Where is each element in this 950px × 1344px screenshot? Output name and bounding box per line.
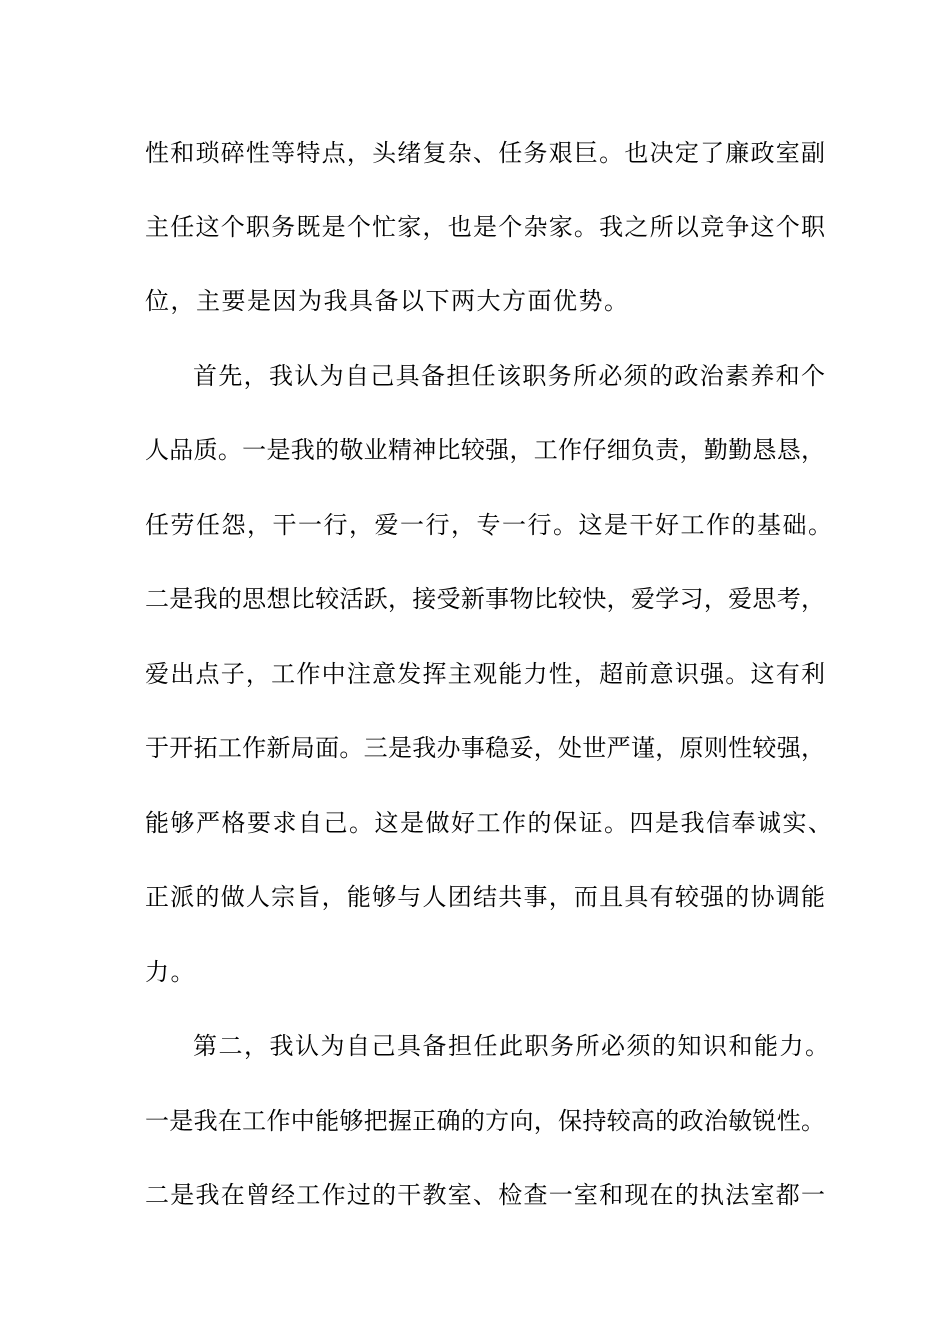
text-line: 主任这个职务既是个忙家，也是个杂家。我之所以竞争这个职: [145, 213, 825, 241]
paragraph-first-line: 首先，我认为自己具备担任该职务所必须的政治素养和个: [193, 362, 825, 390]
text-line: 力。: [145, 958, 196, 986]
text-line: 任劳任怨，干一行，爱一行，专一行。这是干好工作的基础。: [145, 511, 834, 539]
text-line: 性和琐碎性等特点，头绪复杂、任务艰巨。也决定了廉政室副: [145, 139, 825, 167]
text-line: 正派的做人宗旨，能够与人团结共事，而且具有较强的协调能: [145, 883, 825, 911]
text-line: 位，主要是因为我具备以下两大方面优势。: [145, 287, 630, 315]
text-line: 人品质。一是我的敬业精神比较强，工作仔细负责，勤勤恳恳，: [145, 436, 825, 464]
text-line: 一是我在工作中能够把握正确的方向，保持较高的政治敏锐性。: [145, 1107, 825, 1135]
paragraph-first-line: 第二，我认为自己具备担任此职务所必须的知识和能力。: [193, 1032, 831, 1060]
text-line: 能够严格要求自己。这是做好工作的保证。四是我信奉诚实、: [145, 809, 834, 837]
text-line: 二是我在曾经工作过的干教室、检查一室和现在的执法室都一: [145, 1181, 825, 1209]
text-line: 爱出点子，工作中注意发挥主观能力性，超前意识强。这有利: [145, 660, 825, 688]
text-line: 二是我的思想比较活跃，接受新事物比较快，爱学习，爱思考，: [145, 585, 825, 613]
text-line: 于开拓工作新局面。三是我办事稳妥，处世严谨，原则性较强，: [145, 734, 825, 762]
